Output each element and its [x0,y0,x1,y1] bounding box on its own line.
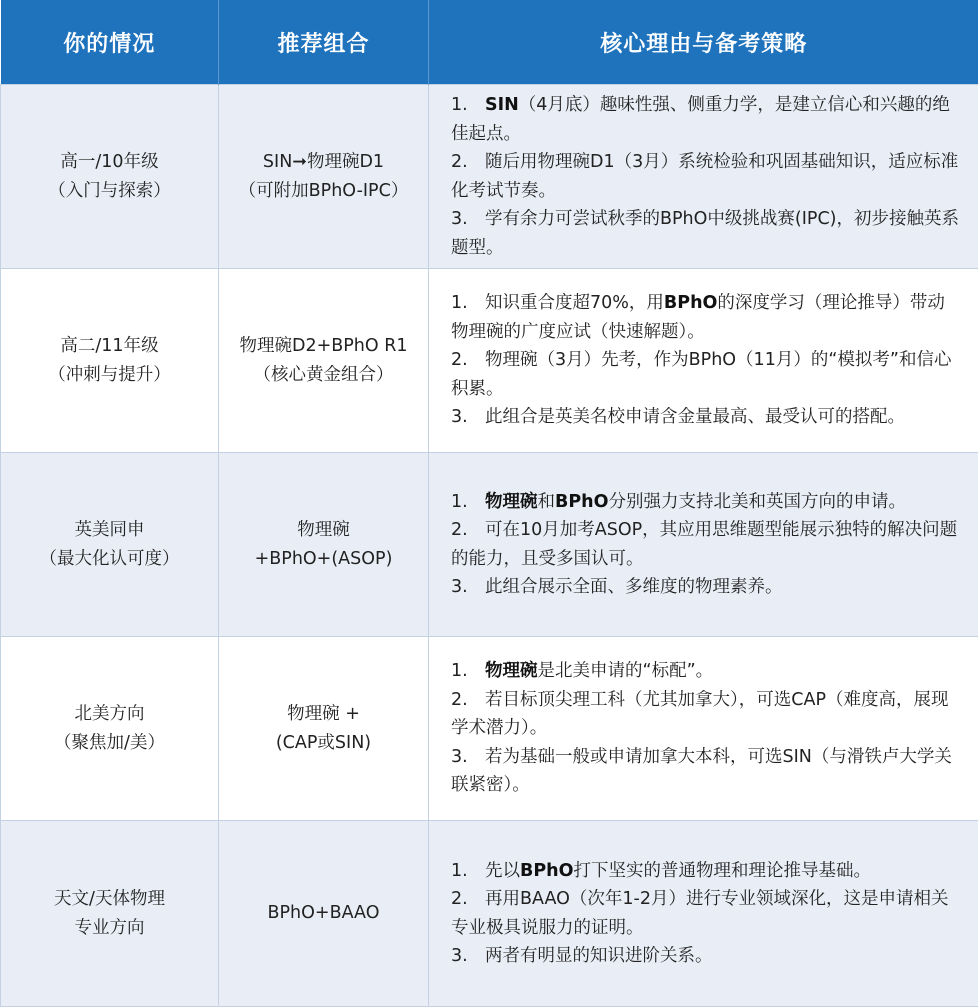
strategy-item: 3. 此组合展示全面、多维度的物理素养。 [451,573,962,602]
header-situation: 你的情况 [1,0,219,85]
strategy-cell [429,637,978,821]
table-row [1,453,978,637]
header-strategy: 核心理由与备考策略 [429,0,978,85]
combo-cell [219,821,429,1007]
situation-line: （冲刺与提升） [1,361,218,390]
situation-cell [1,453,219,637]
situation-line: （最大化认可度） [1,545,218,574]
combo-line: 物理碗 [219,516,428,545]
combo-cell [219,85,429,269]
combo-line: （可附加BPhO-IPC） [219,177,428,206]
situation-cell [1,269,219,453]
combo-line: +BPhO+(ASOP) [219,545,428,574]
strategy-item: 3. 学有余力可尝试秋季的BPhO中级挑战赛(IPC)，初步接触英系题型。 [451,205,962,262]
strategy-item: 3. 此组合是英美名校申请含金量最高、最受认可的搭配。 [451,403,962,432]
strategy-item: 3. 若为基础一般或申请加拿大本科，可选SIN（与滑铁卢大学关联紧密）。 [451,743,962,800]
situation-line: 高二/11年级 [1,332,218,361]
strategy-item: 2. 再用BAAO（次年1-2月）进行专业领域深化，这是申请相关专业极具说服力的证明。 [451,885,962,942]
strategy-cell [429,269,978,453]
strategy-item: 1. 知识重合度超70%，用BPhO的深度学习（理论推导）带动物理碗的广度应试（快速解题）。 [451,289,962,346]
combo-cell [219,453,429,637]
table-row [1,821,978,1007]
strategy-item: 2. 物理碗（3月）先考，作为BPhO（11月）的“模拟考”和信心积累。 [451,346,962,403]
combo-cell [219,269,429,453]
strategy-item: 3. 两者有明显的知识进阶关系。 [451,942,962,971]
combo-line: （核心黄金组合） [219,361,428,390]
combo-line: SIN➞物理碗D1 [219,148,428,177]
combo-cell [219,637,429,821]
combo-line: (CAP或SIN) [219,729,428,758]
table-row [1,269,978,453]
strategy-item: 2. 随后用物理碗D1（3月）系统检验和巩固基础知识，适应标准化考试节奏。 [451,148,962,205]
situation-line: （入门与探索） [1,177,218,206]
header-row [1,0,978,85]
strategy-item: 1. 先以BPhO打下坚实的普通物理和理论推导基础。 [451,857,962,886]
strategy-item: 1. SIN（4月底）趣味性强、侧重力学，是建立信心和兴趣的绝佳起点。 [451,91,962,148]
strategy-cell [429,85,978,269]
table-row [1,637,978,821]
situation-line: 天文/天体物理 [1,885,218,914]
situation-cell [1,637,219,821]
situation-line: （聚焦加/美） [1,729,218,758]
situation-cell [1,821,219,1007]
strategy-item: 2. 若目标顶尖理工科（尤其加拿大），可选CAP（难度高，展现学术潜力）。 [451,686,962,743]
situation-line: 高一/10年级 [1,148,218,177]
situation-cell [1,85,219,269]
combo-line: 物理碗D2+BPhO R1 [219,332,428,361]
combo-line: 物理碗 + [219,700,428,729]
situation-line: 北美方向 [1,700,218,729]
strategy-item: 1. 物理碗是北美申请的“标配”。 [451,657,962,686]
situation-line: 专业方向 [1,914,218,943]
header-combo: 推荐组合 [219,0,429,85]
strategy-cell [429,821,978,1007]
combo-line: BPhO+BAAO [219,899,428,928]
strategy-item: 2. 可在10月加考ASOP，其应用思维题型能展示独特的解决问题的能力，且受多国认可。 [451,516,962,573]
strategy-cell [429,453,978,637]
table-row [1,85,978,269]
situation-line: 英美同申 [1,516,218,545]
strategy-item: 1. 物理碗和BPhO分别强力支持北美和英国方向的申请。 [451,488,962,517]
